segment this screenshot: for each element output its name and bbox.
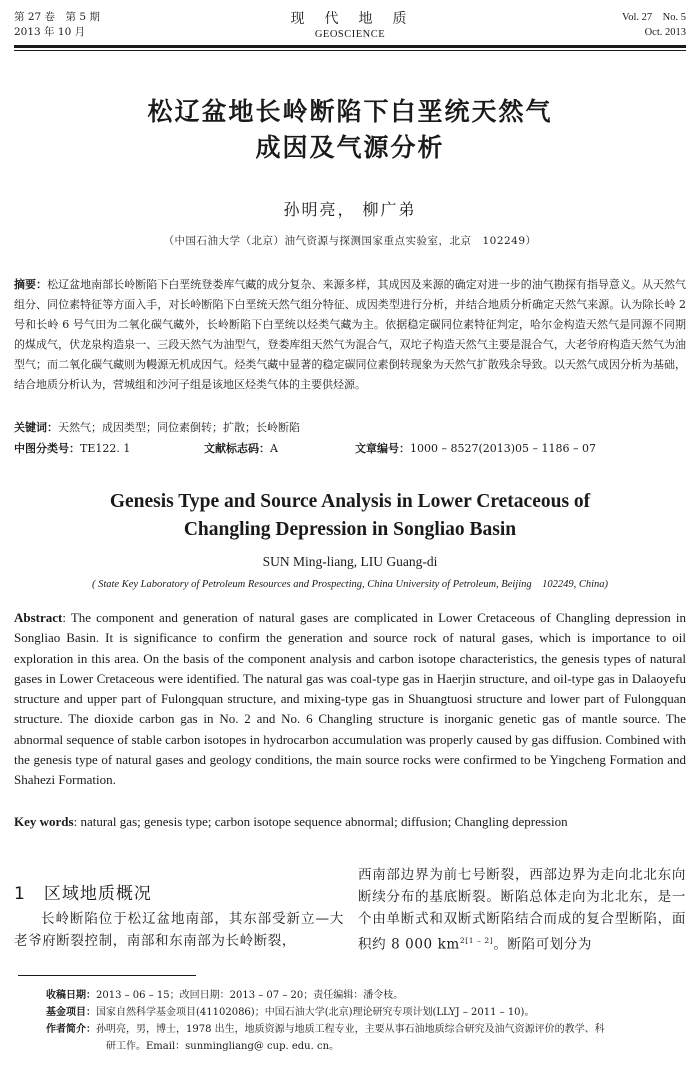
date-cn: 2013 年 10 月 — [14, 26, 86, 38]
art-label: 文章编号： — [355, 442, 410, 455]
title-en-line2: Changling Depression in Songliao Basin — [183, 519, 517, 540]
footnote-author — [18, 1021, 686, 1038]
doc-code — [204, 441, 278, 457]
affiliation-cn: （中国石油大学（北京）油气资源与探测国家重点实验室，北京 102249） — [163, 235, 537, 247]
header-center — [250, 10, 450, 42]
author-text-1: 孙明亮，男，博士，1978 出生，地质资源与地质工程专业，主要从事石油地质综合研究及油气资源评价的教学、科 — [96, 1024, 605, 1035]
keywords-en — [14, 812, 686, 832]
header-left — [14, 10, 100, 40]
journal-cn: 现 代 地 质 — [290, 11, 410, 27]
footnote-author-cont: 研工作。Email：sunmingliang@ cup. edu. cn。 — [106, 1041, 340, 1052]
footnote-rule — [18, 975, 196, 976]
authors-en: SUN Ming-liang, LIU Guang-di — [262, 554, 438, 569]
affiliation-en: ( State Key Laboratory of Petroleum Resources and Prospecting, China University of Petroleum, Beijing 102249, China) — [91, 579, 609, 590]
keywords-cn-label: 关键词： — [14, 421, 58, 434]
doc-label: 文献标志码： — [204, 442, 270, 455]
fund-label: 基金项目： — [46, 1007, 96, 1018]
art-value: 1000 – 8527(2013)05 – 1186 – 07 — [410, 442, 597, 455]
abstract-en — [14, 608, 686, 791]
abstract-cn-text: 松辽盆地南部长岭断陷下白垩统登娄库气藏的成分复杂、来源多样，其成因及来源的确定对进一步的油气勘探有指导意义。从天然气组分、同位素特征等方面入手，对长岭断陷下白垩统天然气组分特征、成因类型进行分析，并结合地质分析确定天然气来源。认为除长岭 2 号和长岭 6 号气田为二氧化碳气藏外，长岭断陷下白垩统以烃类气藏为主。依据稳定碳同位素特征判定，哈尔金构造天然气是同源不同期的煤成气，伏龙泉构造泉一、三段天然气为油型气，登娄库组天然气为混合气，双坨子构造天然气主要是混合气，大老爷府构造天然气为油型气；而二氧化碳气藏则为幔源无机成因气。烃类气藏中显著的稳定碳同位素倒转现象为天然气扩散残余导致。以天然气成因分析为基础，结合地质分析认为，营城组和沙河子组是该地区烃类气体的主要供烃源。 — [14, 278, 687, 391]
title-cn-line1: 松辽盆地长岭断陷下白垩统天然气 — [147, 97, 553, 126]
title-cn-line2: 成因及气源分析 — [255, 133, 445, 162]
title-en-line1: Genesis Type and Source Analysis in Lower Cretaceous of — [109, 491, 591, 512]
volume-cn: 第 27 卷 第 5 期 — [14, 11, 100, 23]
received-label: 收稿日期： — [46, 990, 96, 1001]
header-rule-thick — [14, 45, 686, 48]
footnotes — [18, 987, 686, 1055]
header-rule-thin — [14, 50, 686, 51]
article-number — [355, 441, 596, 457]
abstract-en-label: Abstract — [14, 610, 63, 625]
title-cn — [0, 94, 700, 166]
received-text: 2013 – 06 – 15；改回日期：2013 – 07 – 20；责任编辑：潘令枝。 — [96, 990, 404, 1001]
author-label: 作者简介： — [46, 1024, 96, 1035]
date-en: Oct. 2013 — [644, 27, 686, 38]
section-1-right-text — [358, 864, 686, 956]
section-1-heading: 1 区域地质概况 — [14, 884, 152, 904]
keywords-cn — [14, 418, 686, 438]
keywords-en-label: Key words — [14, 814, 74, 829]
footnote-fund — [18, 1004, 686, 1021]
footnote-received — [18, 987, 686, 1004]
clc — [14, 441, 130, 457]
section-1-right-a: 西南部边界为前七号断裂，西部边界为走向北北东向断续分布的基底断裂。断陷总体走向为北北东，是一个由单断式和双断式断陷结合而成的复合型断陷，面积约 8 000 km — [358, 867, 686, 953]
title-en — [0, 488, 700, 544]
abstract-cn — [14, 275, 686, 395]
unit-superscript: 2 — [459, 936, 466, 945]
authors-cn: 孙明亮， 柳广弟 — [283, 200, 417, 219]
volume-en: Vol. 27 No. 5 — [622, 12, 686, 23]
abstract-en-text: : The component and generation of natural gases are complicated in Lower Cretaceous of Changling depression in Songliao Basin. It is significance to confirm the generation and source rock of natural gases, which is importance to oil exploration in this area. On the basis of the component analysis and carbon isotope characteristics, the genesis types of natural gases in Lower Cretaceous were identified. The natural gas was coal-type gas in Haerjin structure, and oil-type gas in Dalaoyefu structure and upper part of Fulongquan structure, and mixing-type gas in Shuangtuosi structure and lower part of Fulongquan structure. The dioxide carbon gas in No. 2 and No. 6 Changling structure is inorganic genetic gas of mantle source. The abnormal sequence of stable carbon isotopes in hydrocarbon accumulation was properly caused by gas diffusion. Combined with the genesis type of natural gases and geology conditions, the main source rocks were confirmed to be Yingcheng Formation and Shahezi Formation. — [14, 610, 686, 788]
abstract-cn-label: 摘要： — [14, 278, 48, 291]
keywords-en-text: : natural gas; genesis type; carbon isotope sequence abnormal; diffusion; Changling depression — [73, 814, 568, 829]
header-right — [622, 10, 686, 40]
citation-ref: [1 – 2] — [465, 936, 494, 945]
keywords-cn-text: 天然气；成因类型；同位素倒转；扩散；长岭断陷 — [58, 421, 300, 434]
fund-text: 国家自然科学基金项目(41102086)；中国石油大学(北京)理论研究专项计划(LLYJ – 2011 – 10)。 — [96, 1007, 535, 1018]
clc-label: 中图分类号： — [14, 442, 80, 455]
section-1-left-text: 长岭断陷位于松辽盆地南部，其东部受新立—大老爷府断裂控制，南部和东南部为长岭断裂， — [14, 911, 344, 949]
clc-value: TE122. 1 — [80, 442, 131, 455]
journal-en: GEOSCIENCE — [314, 29, 386, 40]
doc-value: A — [270, 442, 278, 455]
section-1-right-b: 。断陷可划分为 — [493, 936, 593, 953]
